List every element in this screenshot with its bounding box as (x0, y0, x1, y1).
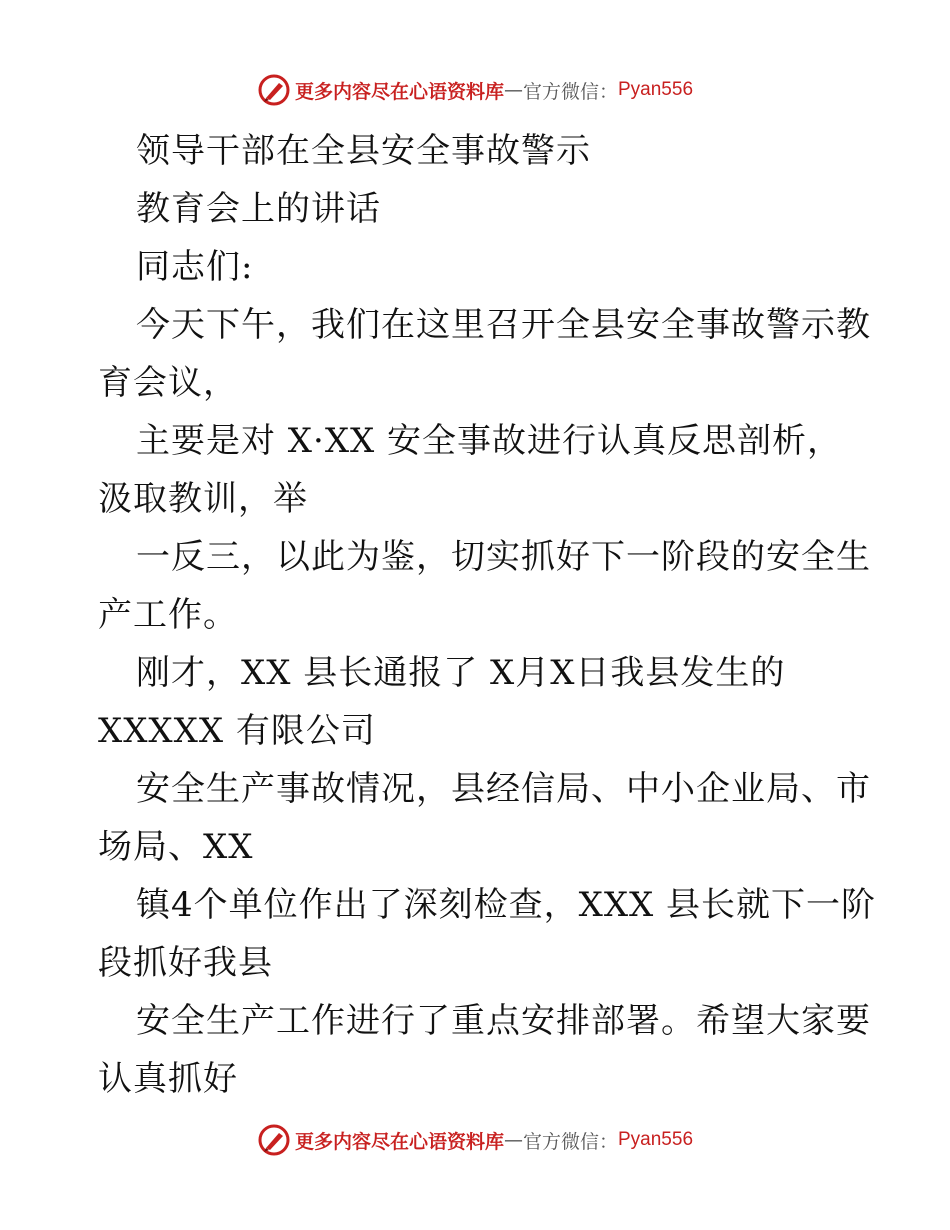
doc-line: 产工作。 (98, 595, 238, 635)
banner-separator: — (503, 79, 523, 101)
banner-separator: — (503, 1129, 523, 1151)
doc-line: 认真抓好 (98, 1059, 238, 1099)
header-watermark-banner (0, 70, 950, 110)
doc-line: 主要是对 X·XX 安全事故进行认真反思剖析， (136, 421, 843, 461)
banner-main-text: 更多内容尽在心语资料库 (294, 80, 504, 103)
banner-label: 官方微信： (522, 1130, 618, 1153)
doc-line: 镇4个单位作出了深刻检查，XXX 县长就下一阶 (136, 885, 877, 925)
banner-label: 官方微信： (522, 80, 618, 103)
document-body (98, 122, 877, 1108)
doc-line: 今天下午，我们在这里召开全县安全事故警示教 (136, 305, 871, 345)
doc-title-line-2: 教育会上的讲话 (136, 189, 381, 229)
doc-title-line-1: 领导干部在全县安全事故警示 (136, 131, 591, 171)
banner-wechat-id: Pyan556 (618, 79, 694, 100)
doc-line: 一反三，以此为鉴，切实抓好下一阶段的安全生 (136, 537, 871, 577)
doc-line: 安全生产工作进行了重点安排部署。希望大家要 (136, 1001, 871, 1041)
doc-line: 段抓好我县 (98, 943, 273, 983)
doc-line: 汲取教训，举 (98, 479, 308, 519)
pen-logo-icon (257, 73, 291, 107)
doc-line: XXXXX 有限公司 (98, 711, 376, 751)
banner-main-text: 更多内容尽在心语资料库 (294, 1130, 504, 1153)
doc-line: 刚才，XX 县长通报了 X月X日我县发生的 (136, 653, 786, 693)
doc-line: 场局、XX (98, 827, 254, 867)
pen-logo-icon (257, 1123, 291, 1157)
footer-watermark-banner (0, 1120, 950, 1160)
banner-wechat-id: Pyan556 (618, 1129, 694, 1150)
doc-line: 安全生产事故情况，县经信局、中小企业局、市 (136, 769, 871, 809)
doc-salutation: 同志们: (136, 247, 254, 287)
doc-line: 育会议， (98, 363, 238, 403)
